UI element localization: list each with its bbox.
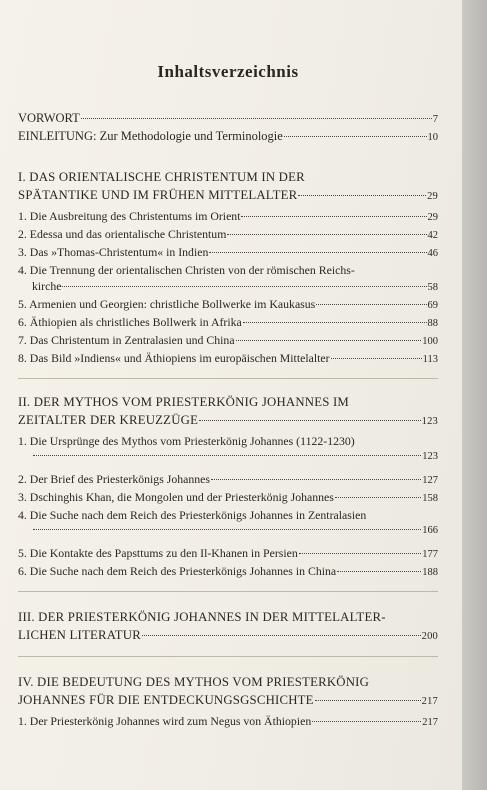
section-title	[18, 393, 438, 431]
entry-continuation	[18, 523, 438, 539]
entry-title: 4. Die Suche nach dem Reich des Priesterkönigs Johannes in Zentralasien	[18, 508, 367, 522]
section-title-line2: SPÄTANTIKE UND IM FRÜHEN MITTELALTER	[18, 188, 298, 202]
leader-dots	[33, 529, 421, 530]
leader-dots	[299, 553, 421, 554]
intro-entries	[18, 110, 438, 146]
section-title-line2: JOHANNES FÜR DIE ENTDECKUNGSGSCHICHTE	[18, 693, 314, 707]
leader-dots	[199, 420, 421, 421]
entry-continuation	[18, 449, 438, 465]
section-1	[18, 168, 438, 368]
section-page: 217	[421, 696, 438, 707]
toc-entry	[18, 296, 438, 314]
leader-dots	[284, 136, 427, 137]
leader-dots	[243, 322, 427, 323]
leader-dots	[227, 234, 426, 235]
entry-title: 1. Der Priesterkönig Johannes wird zum Negus von Äthiopien	[18, 714, 312, 728]
leader-dots	[331, 358, 422, 359]
entry-page: 69	[427, 300, 438, 311]
section-title-line2-row	[18, 691, 438, 711]
section-4	[18, 673, 438, 731]
entry-title: 2. Der Brief des Priesterkönigs Johannes	[18, 472, 210, 486]
toc-entry	[18, 471, 438, 489]
entry-page: 123	[422, 451, 438, 462]
entry-page: 10	[427, 132, 438, 143]
entry-title: 5. Die Kontakte des Papsttums zu den Il-Khanen in Persien	[18, 546, 298, 560]
section-title-line1: IV. DIE BEDEUTUNG DES MYTHOS VOM PRIESTERKÖNIG	[18, 675, 370, 689]
leader-dots	[211, 479, 421, 480]
section-title	[18, 608, 438, 646]
entry-page: 217	[422, 717, 438, 728]
leader-dots	[312, 721, 421, 722]
entry-page: 46	[427, 248, 438, 259]
toc-entry-einleitung	[18, 128, 438, 146]
entry-title: 7. Das Christentum in Zentralasien und China	[18, 333, 235, 347]
entry-title: 5. Armenien und Georgien: christliche Bollwerke im Kaukasus	[18, 297, 316, 311]
entry-page: 58	[427, 282, 438, 293]
table-of-contents	[18, 62, 438, 731]
leader-dots	[62, 286, 426, 287]
section-2	[18, 393, 438, 581]
toc-entry-vorwort	[18, 110, 438, 128]
leader-dots	[81, 118, 432, 119]
entry-page: 188	[422, 567, 438, 578]
toc-entry	[18, 507, 438, 539]
leader-dots	[236, 340, 422, 341]
section-title	[18, 168, 438, 206]
entry-page: 100	[422, 336, 438, 347]
section-page: 200	[421, 631, 438, 642]
entry-page: 29	[427, 212, 438, 223]
toc-entry	[18, 433, 438, 465]
entry-title: 2. Edessa und das orientalische Christentum	[18, 227, 227, 241]
toc-entry	[18, 314, 438, 332]
entry-page: 158	[422, 493, 438, 504]
page-edge	[462, 0, 487, 790]
entry-page: 7	[432, 114, 438, 125]
entry-title: 6. Die Suche nach dem Reich des Priesterkönigs Johannes in China	[18, 564, 337, 578]
leader-dots	[315, 700, 421, 701]
toc-entry	[18, 208, 438, 226]
entry-title-cont: kirche	[32, 279, 62, 293]
leader-dots	[142, 635, 421, 636]
toc-entry	[18, 350, 438, 368]
page-title: Inhaltsverzeichnis	[157, 62, 299, 81]
section-title-line2: LICHEN LITERATUR	[18, 628, 141, 642]
section-title-line2-row	[18, 411, 438, 431]
entry-title: 4. Die Trennung der orientalischen Christen von der römischen Reichs-	[18, 263, 355, 277]
entry-title: VORWORT	[18, 111, 80, 125]
entry-page: 177	[422, 549, 438, 560]
entry-page: 166	[422, 525, 438, 536]
entry-title: 1. Die Ursprünge des Mythos vom Priesterkönig Johannes (1122-1230)	[18, 434, 355, 448]
entry-page: 113	[422, 354, 438, 365]
entry-page: 127	[422, 475, 438, 486]
entry-title: EINLEITUNG: Zur Methodologie und Terminologie	[18, 129, 283, 143]
leader-dots	[209, 252, 426, 253]
divider	[18, 591, 438, 592]
leader-dots	[33, 455, 421, 456]
toc-entry	[18, 226, 438, 244]
divider	[18, 378, 438, 379]
toc-entry	[18, 332, 438, 350]
entry-title: 1. Die Ausbreitung des Christentums im Orient	[18, 209, 241, 223]
leader-dots	[316, 304, 426, 305]
entry-title: 8. Das Bild »Indiens« und Äthiopiens im europäischen Mittelalter	[18, 351, 330, 365]
leader-dots	[298, 195, 426, 196]
entry-page: 42	[427, 230, 438, 241]
entry-page: 88	[427, 318, 438, 329]
entry-title: 3. Dschinghis Khan, die Mongolen und der Priesterkönig Johannes	[18, 490, 334, 504]
section-title-line2: ZEITALTER DER KREUZZÜGE	[18, 413, 199, 427]
leader-dots	[241, 216, 426, 217]
toc-entry	[18, 262, 438, 296]
toc-entry	[18, 545, 438, 563]
leader-dots	[337, 571, 421, 572]
leader-dots	[335, 497, 421, 498]
section-title-line1: I. DAS ORIENTALISCHE CHRISTENTUM IN DER	[18, 170, 305, 184]
section-title	[18, 673, 438, 711]
section-title-line1: III. DER PRIESTERKÖNIG JOHANNES IN DER MITTELALTER-	[18, 610, 386, 624]
toc-entry	[18, 244, 438, 262]
section-title-line1: II. DER MYTHOS VOM PRIESTERKÖNIG JOHANNES IM	[18, 395, 349, 409]
entry-title: 3. Das »Thomas-Christentum« in Indien	[18, 245, 209, 259]
divider	[18, 656, 438, 657]
entry-continuation	[18, 278, 438, 296]
toc-entry	[18, 713, 438, 731]
toc-entry	[18, 489, 438, 507]
section-title-line2-row	[18, 186, 438, 206]
entry-title: 6. Äthiopien als christliches Bollwerk in Afrika	[18, 315, 242, 329]
section-page: 29	[427, 191, 438, 202]
section-3	[18, 608, 438, 646]
toc-entry	[18, 563, 438, 581]
section-title-line2-row	[18, 626, 438, 646]
section-page: 123	[421, 416, 438, 427]
